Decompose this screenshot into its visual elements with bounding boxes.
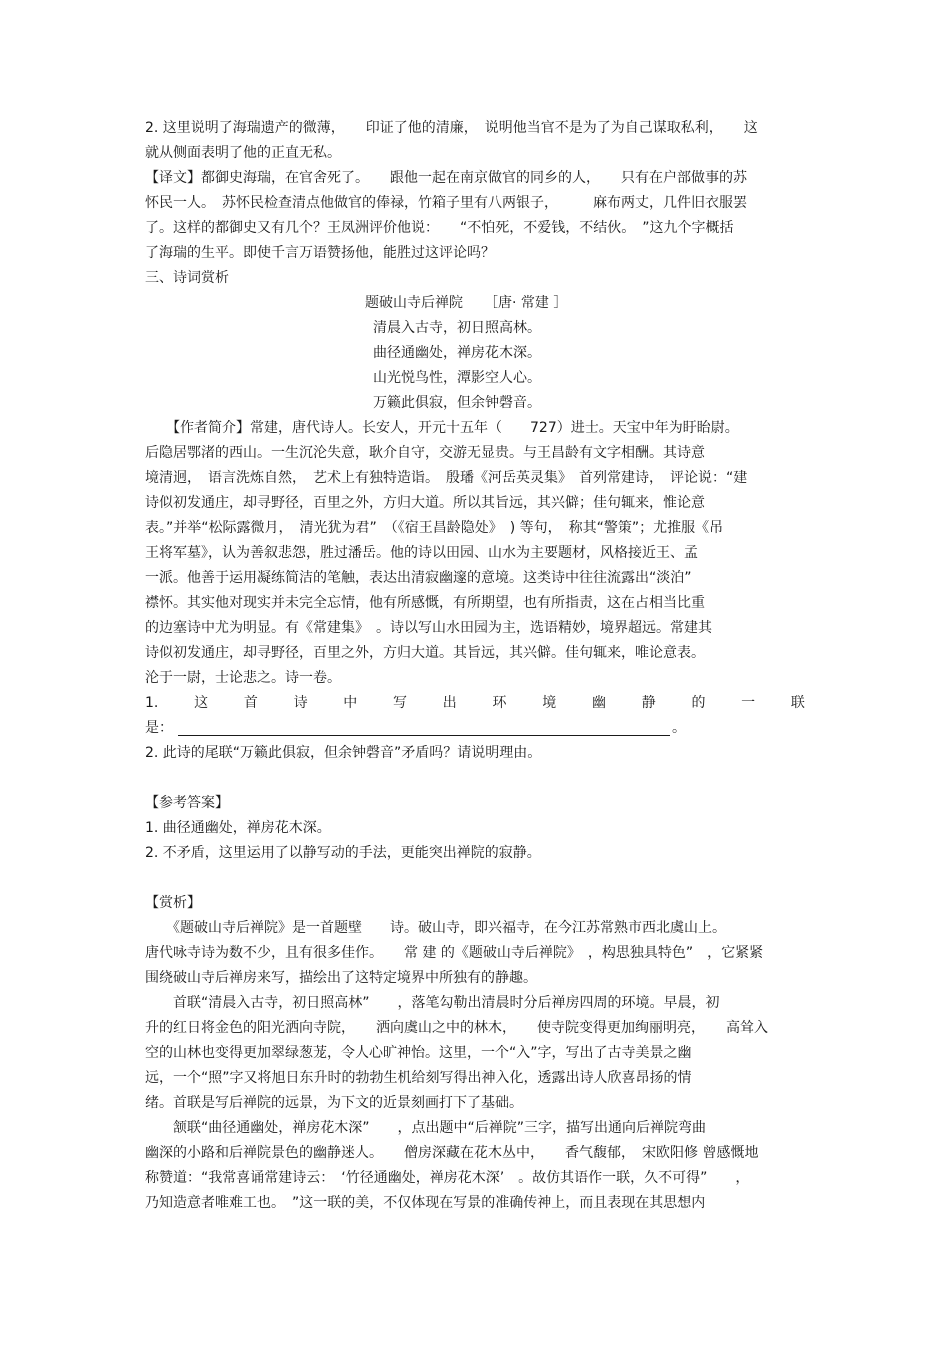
answer-heading: 【参考答案】 bbox=[145, 795, 229, 811]
section-heading: 三、诗词赏析 bbox=[145, 270, 229, 286]
translation-line: 怀民一人。 苏怀民检查清点他做官的俸禄，竹箱子里有八两银子， 麻布两丈，几件旧衣服罢 bbox=[145, 195, 747, 211]
poem-verse: 清晨入古寺，初日照高林。 bbox=[373, 320, 541, 336]
author-intro-line: 王将军墓》，认为善叙悲怨，胜过潘岳。他的诗以田园、山水为主要题材，风格接近王、孟 bbox=[145, 545, 698, 561]
translation-line: 了。这样的都御史又有几个？王凤洲评价他说： “不怕死，不爱钱，不结伙。 ”这九个字概括 bbox=[145, 220, 734, 236]
question-1-char: 的 bbox=[691, 695, 706, 711]
answer-line: 2. 不矛盾，这里运用了以静写动的手法，更能突出禅院的寂静。 bbox=[145, 845, 541, 861]
appreciation-line: 绪。首联是写后禅院的远景，为下文的近景刻画打下了基础。 bbox=[145, 1095, 523, 1111]
translation-line: 了海瑞的生平。即使千言万语赞扬他，能胜过这评论吗？ bbox=[145, 245, 495, 261]
appreciation-line: 围绕破山寺后禅房来写，描绘出了这特定境界中所独有的静趣。 bbox=[145, 970, 537, 986]
poem-verse: 山光悦鸟性，潭影空人心。 bbox=[373, 370, 541, 386]
author-intro-line: 【作者简介】常建，唐代诗人。长安人，开元十五年（ 727）进士。天宝中年为盱眙尉。 bbox=[145, 420, 739, 436]
appreciation-line: 颔联“曲径通幽处，禅房花木深” ，点出题中“后禅院”三字，描写出通向后禅院弯曲 bbox=[145, 1120, 707, 1136]
question-1-char: 这 bbox=[194, 695, 209, 711]
question-1 bbox=[145, 693, 805, 713]
appreciation-heading: 【赏析】 bbox=[145, 895, 201, 911]
answer-blank bbox=[178, 735, 670, 736]
question-1-answer-prefix: 是： bbox=[145, 720, 173, 736]
author-intro-line: 境清迥， 语言洗炼自然， 艺术上有独特造诣。 殷璠《河岳英灵集》 首列常建诗， 评论说：“建 bbox=[145, 470, 748, 486]
poem-title: 题破山寺后禅院 ［唐· 常建 ］ bbox=[365, 295, 568, 311]
appreciation-line: 称赞道：“我常喜诵常建诗云： ‘竹径通幽处，禅房花木深’ 。故仿其语作一联，久不可得” ， bbox=[145, 1170, 750, 1186]
appreciation-line: 唐代咏寺诗为数不少，且有很多佳作。 常 建 的《题破山寺后禅院》 ，构思独具特色” ，它紧紧 bbox=[145, 945, 764, 961]
author-intro-line: 表。”并举“松际露微月， 清光犹为君” （《宿王昌龄隐处》 ) 等句， 称其“警策”；尤推服《吊 bbox=[145, 520, 724, 536]
appreciation-line: 《题破山寺后禅院》是一首题壁 诗。破山寺，即兴福寺，在今江苏常熟市西北虞山上。 bbox=[145, 920, 726, 936]
poem-verse: 万籁此俱寂，但余钟磬音。 bbox=[373, 395, 541, 411]
text-line: 2. 这里说明了海瑞遗产的微薄， 印证了他的清廉， 说明他当官不是为了为自己谋取私利， 这 bbox=[145, 120, 758, 136]
author-intro-line: 一派。他善于运用凝练简洁的笔触，表达出清寂幽邃的意境。这类诗中往往流露出“淡泊” bbox=[145, 570, 692, 586]
author-intro-line: 诗似初发通庄，却寻野径，百里之外，方归大道。其旨远，其兴僻。佳句辄来，唯论意表。 bbox=[145, 645, 705, 661]
author-intro-line: 襟怀。其实他对现实并未完全忘情，他有所感慨，有所期望，也有所指责，这在占相当比重 bbox=[145, 595, 705, 611]
question-1-char: 联 bbox=[790, 695, 805, 711]
question-1-end: 。 bbox=[672, 720, 686, 736]
author-intro-line: 后隐居鄂渚的西山。一生沉沦失意，耿介自守，交游无显贵。与王昌龄有文字相酬。其诗意 bbox=[145, 445, 705, 461]
author-intro-line: 诗似初发通庄，却寻野径，百里之外，方归大道。所以其旨远，其兴僻；佳句辄来，惟论意 bbox=[145, 495, 705, 511]
text-line: 就从侧面表明了他的正直无私。 bbox=[145, 145, 341, 161]
appreciation-line: 幽深的小路和后禅院景色的幽静迷人。 僧房深藏在花木丛中， 香气馥郁， 宋欧阳修 曾感慨地 bbox=[145, 1145, 759, 1161]
question-1-char: 中 bbox=[343, 695, 358, 711]
appreciation-line: 空的山林也变得更加翠绿葱茏，令人心旷神怡。这里，一个“入”字，写出了古寺美景之幽 bbox=[145, 1045, 692, 1061]
question-1-char: 境 bbox=[542, 695, 557, 711]
question-1-char: 幽 bbox=[591, 695, 606, 711]
author-intro-line: 沦于一尉，士论悲之。诗一卷。 bbox=[145, 670, 341, 686]
translation-line: 【译文】都御史海瑞，在官舍死了。 跟他一起在南京做官的同乡的人， 只有在户部做事的苏 bbox=[145, 170, 747, 186]
answer-line: 1. 曲径通幽处，禅房花木深。 bbox=[145, 820, 331, 836]
appreciation-line: 乃知造意者唯难工也。 ”这一联的美，不仅体现在写景的准确传神上，而且表现在其思想内 bbox=[145, 1195, 706, 1211]
question-1-char: 静 bbox=[641, 695, 656, 711]
question-1-char: 环 bbox=[492, 695, 507, 711]
appreciation-line: 远，一个“照”字又将旭日东升时的勃勃生机给刻写得出神入化，透露出诗人欣喜昂扬的情 bbox=[145, 1070, 692, 1086]
question-1-char: 出 bbox=[442, 695, 457, 711]
question-1-char: 1. bbox=[145, 695, 159, 711]
appreciation-line: 首联“清晨入古寺，初日照高林” ，落笔勾勒出清晨时分后禅房四周的环境。早晨，初 bbox=[145, 995, 720, 1011]
question-1-char: 写 bbox=[393, 695, 408, 711]
appreciation-line: 升的红日将金色的阳光洒向寺院， 洒向虞山之中的林木， 使寺院变得更加绚丽明亮， 高耸入 bbox=[145, 1020, 768, 1036]
question-1-char: 诗 bbox=[293, 695, 308, 711]
question-1-char: 首 bbox=[243, 695, 258, 711]
question-2: 2. 此诗的尾联“万籁此俱寂，但余钟磬音”矛盾吗？请说明理由。 bbox=[145, 745, 542, 761]
poem-verse: 曲径通幽处，禅房花木深。 bbox=[373, 345, 541, 361]
question-1-char: 一 bbox=[741, 695, 756, 711]
author-intro-line: 的边塞诗中尤为明显。有《常建集》 。诗以写山水田园为主，选语精妙，境界超远。常建其 bbox=[145, 620, 712, 636]
